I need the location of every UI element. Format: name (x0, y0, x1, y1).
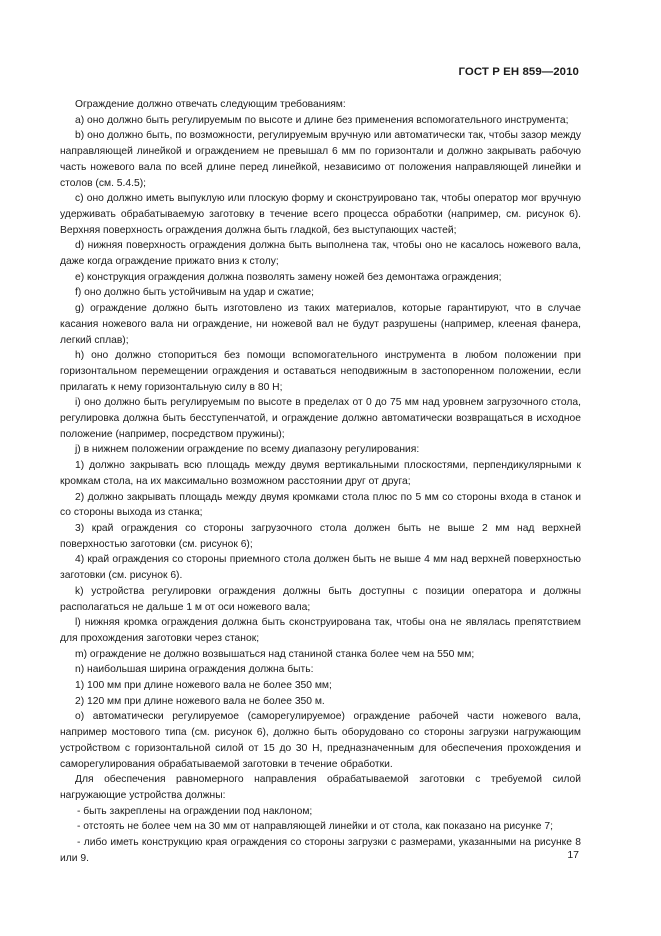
requirement-n: n) наибольшая ширина ограждения должна быть: (75, 664, 314, 676)
requirement-f: f) оно должно быть устойчивым на удар и сжатие; (75, 287, 314, 299)
requirement-o: o) автоматически регулируемое (саморегулируемое) ограждение рабочей части ножевого вала, например мостового типа (см. рисунок 6), должно быть оборудовано со стороны загрузки нагружающим устройством с горизонтальной силой от 15 до 30 Н, предназначенным для обеспечения прохождения и саморегулирования обрабатываемой заготовки в течение обработки. (60, 711, 581, 770)
requirement-l: l) нижняя кромка ограждения должна быть сконструирована так, чтобы она не являлась препятствием для прохождения заготовки через станок; (60, 617, 581, 644)
intro-paragraph: Ограждение должно отвечать следующим требованиям: (75, 99, 346, 110)
requirement-e: e) конструкция ограждения должна позволять замену ножей без демонтажа ограждения; (75, 271, 502, 283)
requirement-g: g) ограждение должно быть изготовлено из таких материалов, которые гарантируют, что в случае касания ножевого вала ни ограждение, ни ножевой вал не будут разрушены (например, клееная фанера, легкий сплав); (60, 303, 581, 346)
requirement-n-2: 2) 120 мм при длине ножевого вала не более 350 м. (75, 695, 325, 707)
requirement-a: a) оно должно быть регулируемым по высоте и длине без применения вспомогательного инструмента; (75, 114, 569, 126)
requirement-j-3: 3) край ограждения со стороны загрузочного стола должен быть не выше 2 мм над верхней поверхностью заготовки (см. рисунок 6); (60, 522, 581, 550)
loading-device-item-3: - либо иметь конструкцию края ограждения со стороны загрузки с размерами, указанными на рисунке 8 или 9. (60, 837, 581, 864)
requirement-d: d) нижняя поверхность ограждения должна быть выполнена так, чтобы оно не касалось ножевого вала, даже когда ограждение прижато вниз к столу; (60, 240, 581, 268)
requirement-b: b) оно должно быть, по возможности, регулируемым вручную или автоматически так, чтобы зазор между направляющей линейкой и ограждением не превышал 6 мм по горизонтали и должно закрывать рабочую часть ножевого вала по всей длине перед линейкой, независимо от положения направляющей линейки и столов (см. 5.4.5); (60, 130, 581, 189)
loading-device-item-2: - отстоять не более чем на 30 мм от направляющей линейки и от стола, как показано на рисунке 7; (77, 821, 553, 833)
loading-device-paragraph: Для обеспечения равномерного направления обрабатываемой заготовки с требуемой силой нагружающие устройства должны: (60, 774, 581, 801)
loading-device-item-1: - быть закреплены на ограждении под наклоном; (77, 805, 313, 817)
requirement-n-1: 1) 100 мм при длине ножевого вала не более 350 мм; (75, 680, 332, 692)
requirement-j-4: 4) край ограждения со стороны приемного стола должен быть не выше 4 мм над верхней поверхностью заготовки (см. рисунок 6). (60, 554, 581, 582)
requirement-j: j) в нижнем положении ограждение по всему диапазону регулирования: (75, 444, 420, 456)
requirement-k: k) устройства регулировки ограждения должны быть доступны с позиции оператора и должны располагаться не дальше 1 м от оси ножевого вала; (60, 585, 581, 613)
requirement-j-1: 1) должно закрывать всю площадь между двумя вертикальными плоскостями, перпендикулярными к кромкам стола, на их максимально возможном расстоянии друг от друга; (60, 460, 581, 487)
requirement-m: m) ограждение не должно возвышаться над станиной станка более чем на 550 мм; (75, 648, 475, 660)
requirement-i: i) оно должно быть регулируемым по высоте в пределах от 0 до 75 мм над уровнем загрузочного стола, регулировка должна быть бесступенчатой, и ограждение должно автоматически возвращаться в исходное положение (например, посредством пружины); (60, 397, 581, 440)
requirement-j-2: 2) должно закрывать площадь между двумя кромками стола плюс по 5 мм со стороны входа в станок и со стороны выхода из станка; (60, 491, 581, 519)
document-body (60, 97, 581, 866)
document-header: ГОСТ Р ЕН 859—2010 (458, 66, 579, 78)
requirement-h: h) оно должно стопориться без помощи вспомогательного инструмента в любом положении при горизонтальном перемещении ограждения и оставаться неподвижным в застопоренном положении, если прилагать к нему горизонтальную силу в 80 Н; (60, 350, 581, 393)
page-number: 17 (567, 849, 579, 861)
requirement-c: c) оно должно иметь выпуклую или плоскую форму и сконструировано так, чтобы оператор мог вручную удерживать обрабатываемую заготовку в течение всего процесса обработки (например, см. рисунок 6). Верхняя поверхность ограждения должна быть гладкой, без выступающих частей; (60, 193, 581, 236)
